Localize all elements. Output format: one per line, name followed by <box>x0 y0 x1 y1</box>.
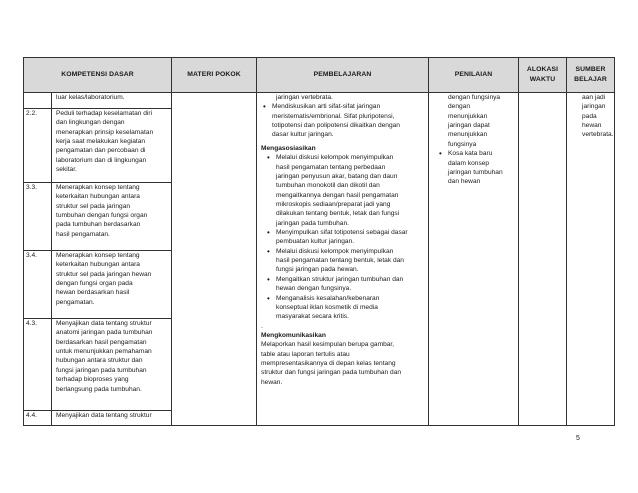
list-item: • Melalui diskusi kelompok menyimpulkan hasil pengamatan tentang perbedaan jaringan penyusun akar, batang dan daun tumbuhan monokotil dan dikotil dan mengaitkannya dengan hasil pengamatan mikroskopis sediaan/preparat jadi yang dilakukan tentang bentuk, letak dan fungsi jaringan pada tumbuhan. <box>276 153 424 228</box>
kd-text: Peduli terhadap keselamatan diri dan lingkungan dengan menerapkan prinsip keselamatan kerja saat melakukan kegiatan pengamatan dan percobaan di laboratorium dan di lingkungan sekitar. <box>52 109 172 183</box>
mengkomunikasikan-heading: Mengkomunikasikan <box>261 331 326 339</box>
kd-number: 3.4. <box>24 251 52 319</box>
table-header-row <box>24 58 615 93</box>
table-row <box>24 93 615 109</box>
page-number: 5 <box>576 435 580 442</box>
kd-text: luar kelas/laboratorium. <box>52 93 172 109</box>
materi-pokok-cell <box>172 93 257 426</box>
header-pembelajaran: PEMBELAJARAN <box>257 58 429 93</box>
kd-number: 3.3. <box>24 183 52 251</box>
pembelajaran-cell: jaringan vertebrata. • Mendiskusikan arti sifat-sifat jaringan meristematis/embrional. Sifat pluripotensi, totipotensi dan polipotensi dikaitkan dengan dasar kultur jaringan. Mengasosiasikan • Melalui diskusi kelompok menyimpulkan hasil pengamatan tentang perbedaan jaringan penyusun akar, batang dan daun tumbuhan monokotil dan dikotil dan mengaitkannya dengan hasil pengamatan mikroskopis sediaan/preparat jadi yang dilakukan tentang bentuk, letak dan fungsi jaringan pada tumbuhan. • Menyimpulkan sifat totipotensi sebagai dasar pembuatan kultur jaringan. • Melalui diskusi kelompok menyimpulkan hasil pengamatan tentang bentuk, letak dan fungsi jaringan pada hewan. • Mengaitkan struktur jaringan tumbuhan dan hewan dengan fungsinya. • Menganalisis kesalahan/kebenaran konseptual iklan kosmetik di media masyarakat secara kritis. . Mengkomunikasikan Melaporkan hasil kesimpulan berupa gambar, table atau laporan tertulis atau mempresentasikannya di depan kelas tentang struktur dan fungsi jaringan pada tumbuhan dan hewan. <box>257 93 429 426</box>
header-alokasi-waktu: ALOKASI WAKTU <box>519 58 567 93</box>
kd-text: Menerapkan konsep tentang keterkaitan hubungan antara struktur sel pada jaringan tumbuhan dengan fungsi organ pada tumbuhan berdasarkan hasil pengamatan. <box>52 183 172 251</box>
kd-number: 4.4. <box>24 411 52 426</box>
sumber-belajar-cell: aan jadi jaringan pada hewan vertebrata. <box>567 93 615 426</box>
header-kompetensi-dasar: KOMPETENSI DASAR <box>24 58 172 93</box>
list-item: • Mengaitkan struktur jaringan tumbuhan dan hewan dengan fungsinya. <box>276 275 424 294</box>
kd-text: Menyajikan data tentang struktur <box>52 411 172 426</box>
list-item: • Kosa kata baru dalam konsep jaringan tumbuhan dan hewan <box>448 149 514 186</box>
alokasi-waktu-cell <box>519 93 567 426</box>
asosiasi-list <box>261 153 424 321</box>
header-materi-pokok: MATERI POKOK <box>172 58 257 93</box>
pembelajaran-list <box>261 102 424 139</box>
penilaian-list <box>433 149 514 186</box>
list-item: • Melalui diskusi kelompok menyimpulkan hasil pengamatan tentang bentuk, letak dan fungsi jaringan pada hewan. <box>276 247 424 275</box>
kd-text: Menerapkan konsep tentang keterkaitan hubungan antara struktur sel pada jaringan hewan dengan fungsi organ pada hewan berdasarkan hasil pengamatan. <box>52 251 172 319</box>
header-sumber-belajar: SUMBER BELAJAR <box>567 58 615 93</box>
list-item: • Mendiskusikan arti sifat-sifat jaringan meristematis/embrional. Sifat pluripotensi, totipotensi dan polipotensi dikaitkan dengan dasar kultur jaringan. <box>272 102 424 139</box>
rpp-table <box>23 57 615 426</box>
dot-line: . <box>261 322 263 330</box>
penilaian-cell: dengan fungsinya dengan menunjukkan jaringan dapat menunjukkan fungsinya • Kosa kata baru dalam konsep jaringan tumbuhan dan hewan <box>429 93 519 426</box>
mengasosiasikan-heading: Mengasosiasikan <box>261 144 316 152</box>
kd-number: 4.3. <box>24 319 52 411</box>
kd-text: Menyajikan data tentang struktur anatomi jaringan pada tumbuhan berdasarkan hasil pengamatan untuk menunjukkan pemahaman hubungan antara struktur dan fungsi jaringan pada tumbuhan terhadap bioproses yang berlangsung pada tumbuhan. <box>52 319 172 411</box>
kd-number <box>24 93 52 109</box>
list-item: • Menganalisis kesalahan/kebenaran konseptual iklan kosmetik di media masyarakat secara kritis. <box>276 294 424 322</box>
kd-number: 2.2. <box>24 109 52 183</box>
header-penilaian: PENILAIAN <box>429 58 519 93</box>
list-item: • Menyimpulkan sifat totipotensi sebagai dasar pembuatan kultur jaringan. <box>276 228 424 247</box>
